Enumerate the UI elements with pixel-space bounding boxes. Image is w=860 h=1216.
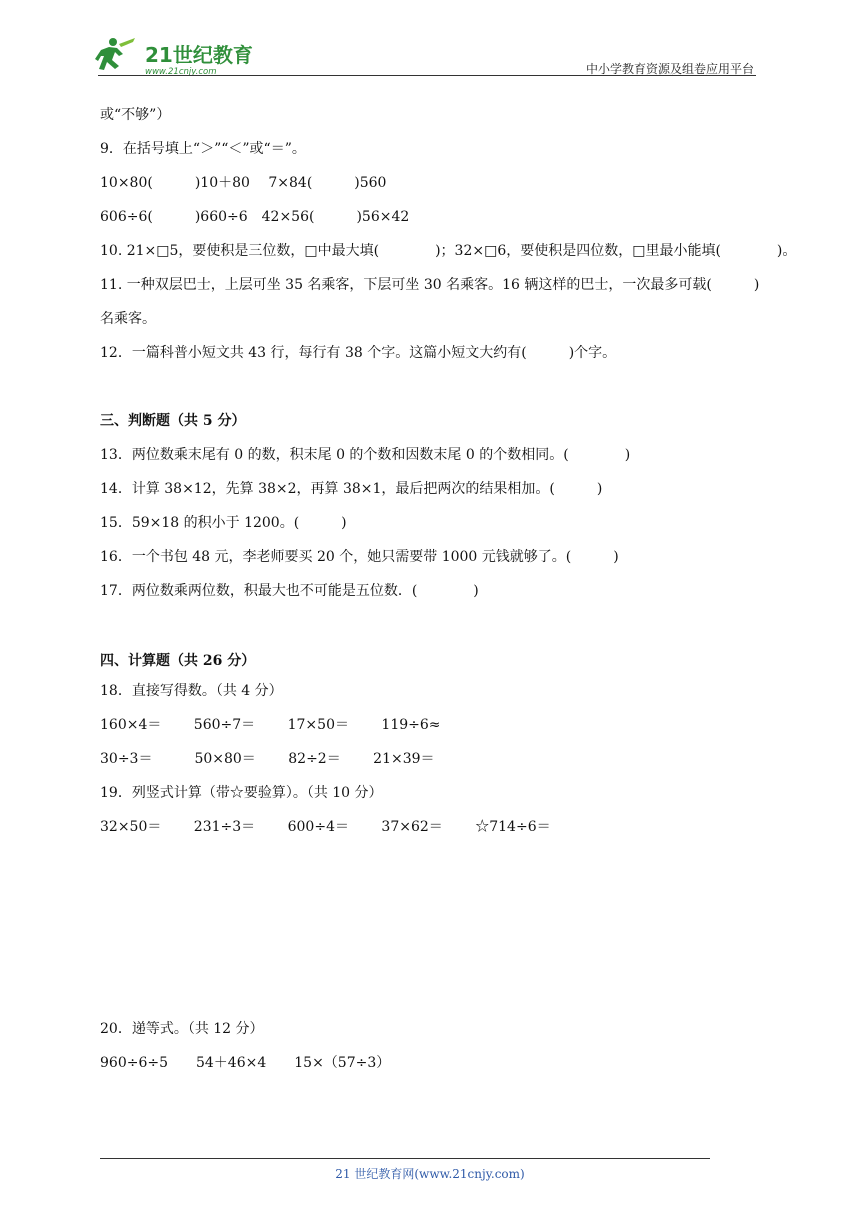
question-16: 16．一个书包 48 元，李老师要买 20 个，她只需要带 1000 元钱就够了。( ) <box>100 549 619 565</box>
question-10: 10. 21×□5，要使积是三位数，□中最大填( )；32×□6，要使积是四位数，□里最小能填( )。 <box>100 243 797 259</box>
question-18-row-2: 30÷3＝ 50×80＝ 82÷2＝ 21×39＝ <box>100 751 435 767</box>
question-15: 15．59×18 的积小于 1200。( ) <box>100 515 347 531</box>
question-9: 9．在括号填上“＞”“＜”或“＝”。 <box>100 141 306 157</box>
logo-url: www.21cnjy.com <box>145 67 217 77</box>
question-18: 18．直接写得数。（共 4 分） <box>100 683 283 699</box>
question-20-row: 960÷6÷5 54＋46×4 15×（57÷3） <box>100 1055 391 1071</box>
section-3-heading: 三、判断题（共 5 分） <box>100 413 246 429</box>
logo-text: 21世纪教育 <box>145 43 253 67</box>
question-11-continuation: 名乘客。 <box>100 311 156 327</box>
question-9-row-2: 606÷6( )660÷6 42×56( )56×42 <box>100 209 410 225</box>
site-logo <box>95 34 260 78</box>
question-17: 17．两位数乘两位数，积最大也不可能是五位数．( ) <box>100 583 479 599</box>
question-12: 12．一篇科普小短文共 43 行，每行有 38 个字。这篇小短文大约有( )个字。 <box>100 345 617 361</box>
question-19: 19．列竖式计算（带☆要验算）。（共 10 分） <box>100 785 383 801</box>
question-8-continuation: 或“不够”） <box>100 107 171 123</box>
question-20: 20．递等式。（共 12 分） <box>100 1021 264 1037</box>
question-14: 14．计算 38×12，先算 38×2，再算 38×1，最后把两次的结果相加。( ) <box>100 481 603 497</box>
footer-divider <box>100 1158 710 1159</box>
question-13: 13．两位数乘末尾有 0 的数，积末尾 0 的个数和因数末尾 0 的个数相同。( ) <box>100 447 631 463</box>
runner-icon <box>95 38 135 70</box>
question-19-row: 32×50＝ 231÷3＝ 600÷4＝ 37×62＝ ☆714÷6＝ <box>100 819 551 835</box>
section-4-heading: 四、计算题（共 26 分） <box>100 653 256 669</box>
footer-text: 21 世纪教育网(www.21cnjy.com) <box>335 1167 525 1181</box>
question-11: 11. 一种双层巴士，上层可坐 35 名乘客，下层可坐 30 名乘客。16 辆这样的巴士，一次最多可载( ) <box>100 277 760 293</box>
question-18-row-1: 160×4＝ 560÷7＝ 17×50＝ 119÷6≈ <box>100 717 441 733</box>
header-platform-text: 中小学教育资源及组卷应用平台 <box>585 62 754 76</box>
question-9-row-1: 10×80( )10＋80 7×84( )560 <box>100 175 387 191</box>
header-divider <box>98 75 756 76</box>
